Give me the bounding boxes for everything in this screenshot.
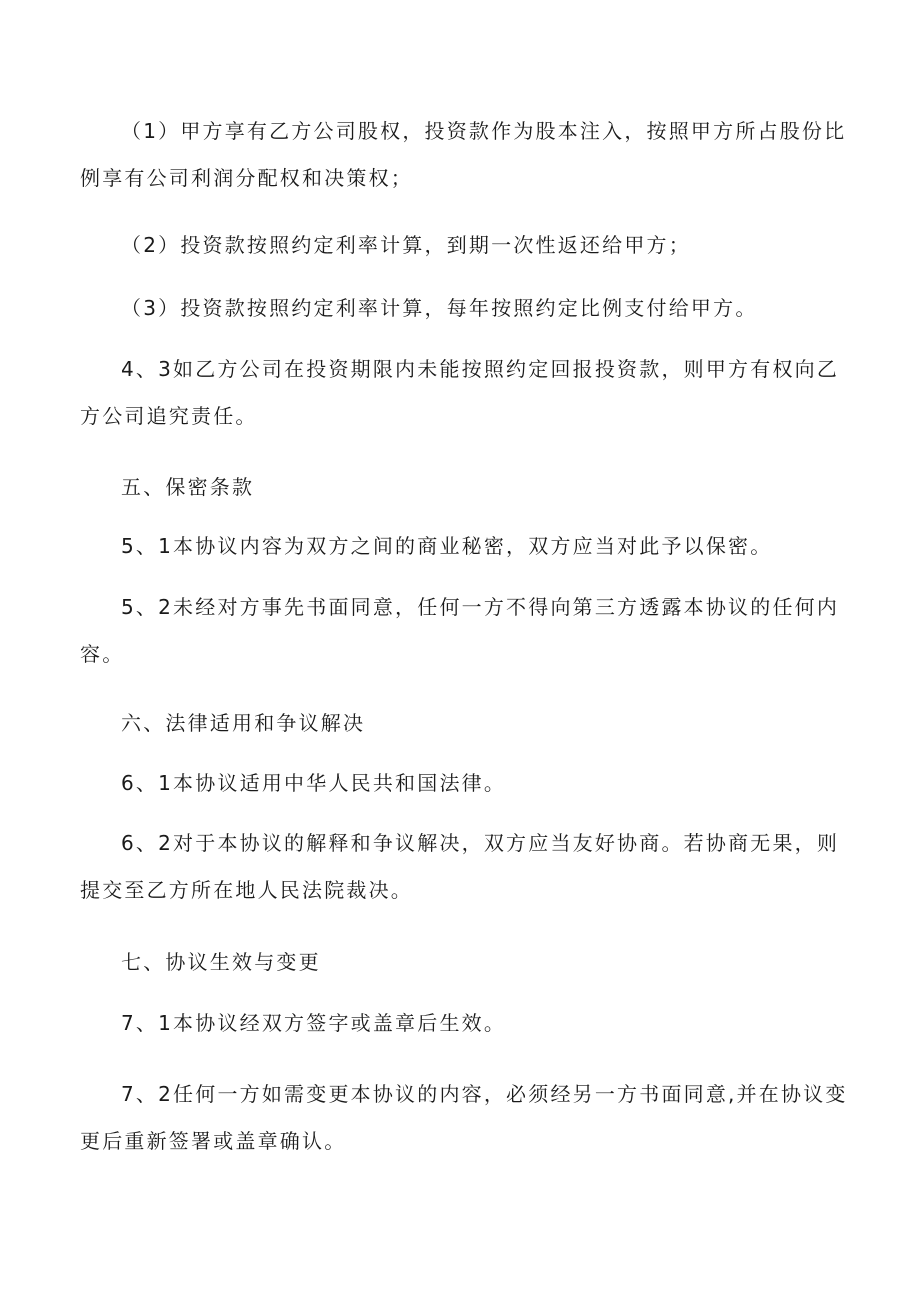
paragraph-clause-4-3: 4、3如乙方公司在投资期限内未能按照约定回报投资款，则甲方有权向乙方公司追究责任。	[80, 357, 840, 428]
paragraph-clause-4-2-option-3: （3）投资款按照约定利率计算，每年按照约定比例支付给甲方。	[121, 296, 758, 320]
paragraph-clause-4-2-option-1: （1）甲方享有乙方公司股权，投资款作为股本注入，按照甲方所占股份比例享有公司利润分配权和决策权；	[80, 119, 847, 190]
section-heading-governing-law: 六、法律适用和争议解决	[121, 711, 366, 735]
paragraph-clause-5-1: 5、1本协议内容为双方之间的商业秘密，双方应当对此予以保密。	[121, 534, 773, 558]
paragraph-clause-7-2: 7、2任何一方如需变更本协议的内容，必须经另一方书面同意,并在协议变更后重新签署或盖章确认。	[80, 1082, 848, 1153]
section-heading-effectiveness: 七、协议生效与变更	[121, 950, 321, 974]
section-heading-confidentiality: 五、保密条款	[121, 475, 255, 499]
paragraph-clause-6-1: 6、1本协议适用中华人民共和国法律。	[121, 771, 507, 795]
paragraph-clause-4-2-option-2: （2）投资款按照约定利率计算，到期一次性返还给甲方；	[121, 233, 691, 257]
paragraph-clause-5-2: 5、2未经对方事先书面同意，任何一方不得向第三方透露本协议的任何内容。	[80, 595, 840, 666]
paragraph-clause-7-1: 7、1本协议经双方签字或盖章后生效。	[121, 1011, 507, 1035]
paragraph-clause-6-2: 6、2对于本协议的解释和争议解决，双方应当友好协商。若协商无果，则提交至乙方所在地人民法院裁决。	[80, 831, 840, 902]
